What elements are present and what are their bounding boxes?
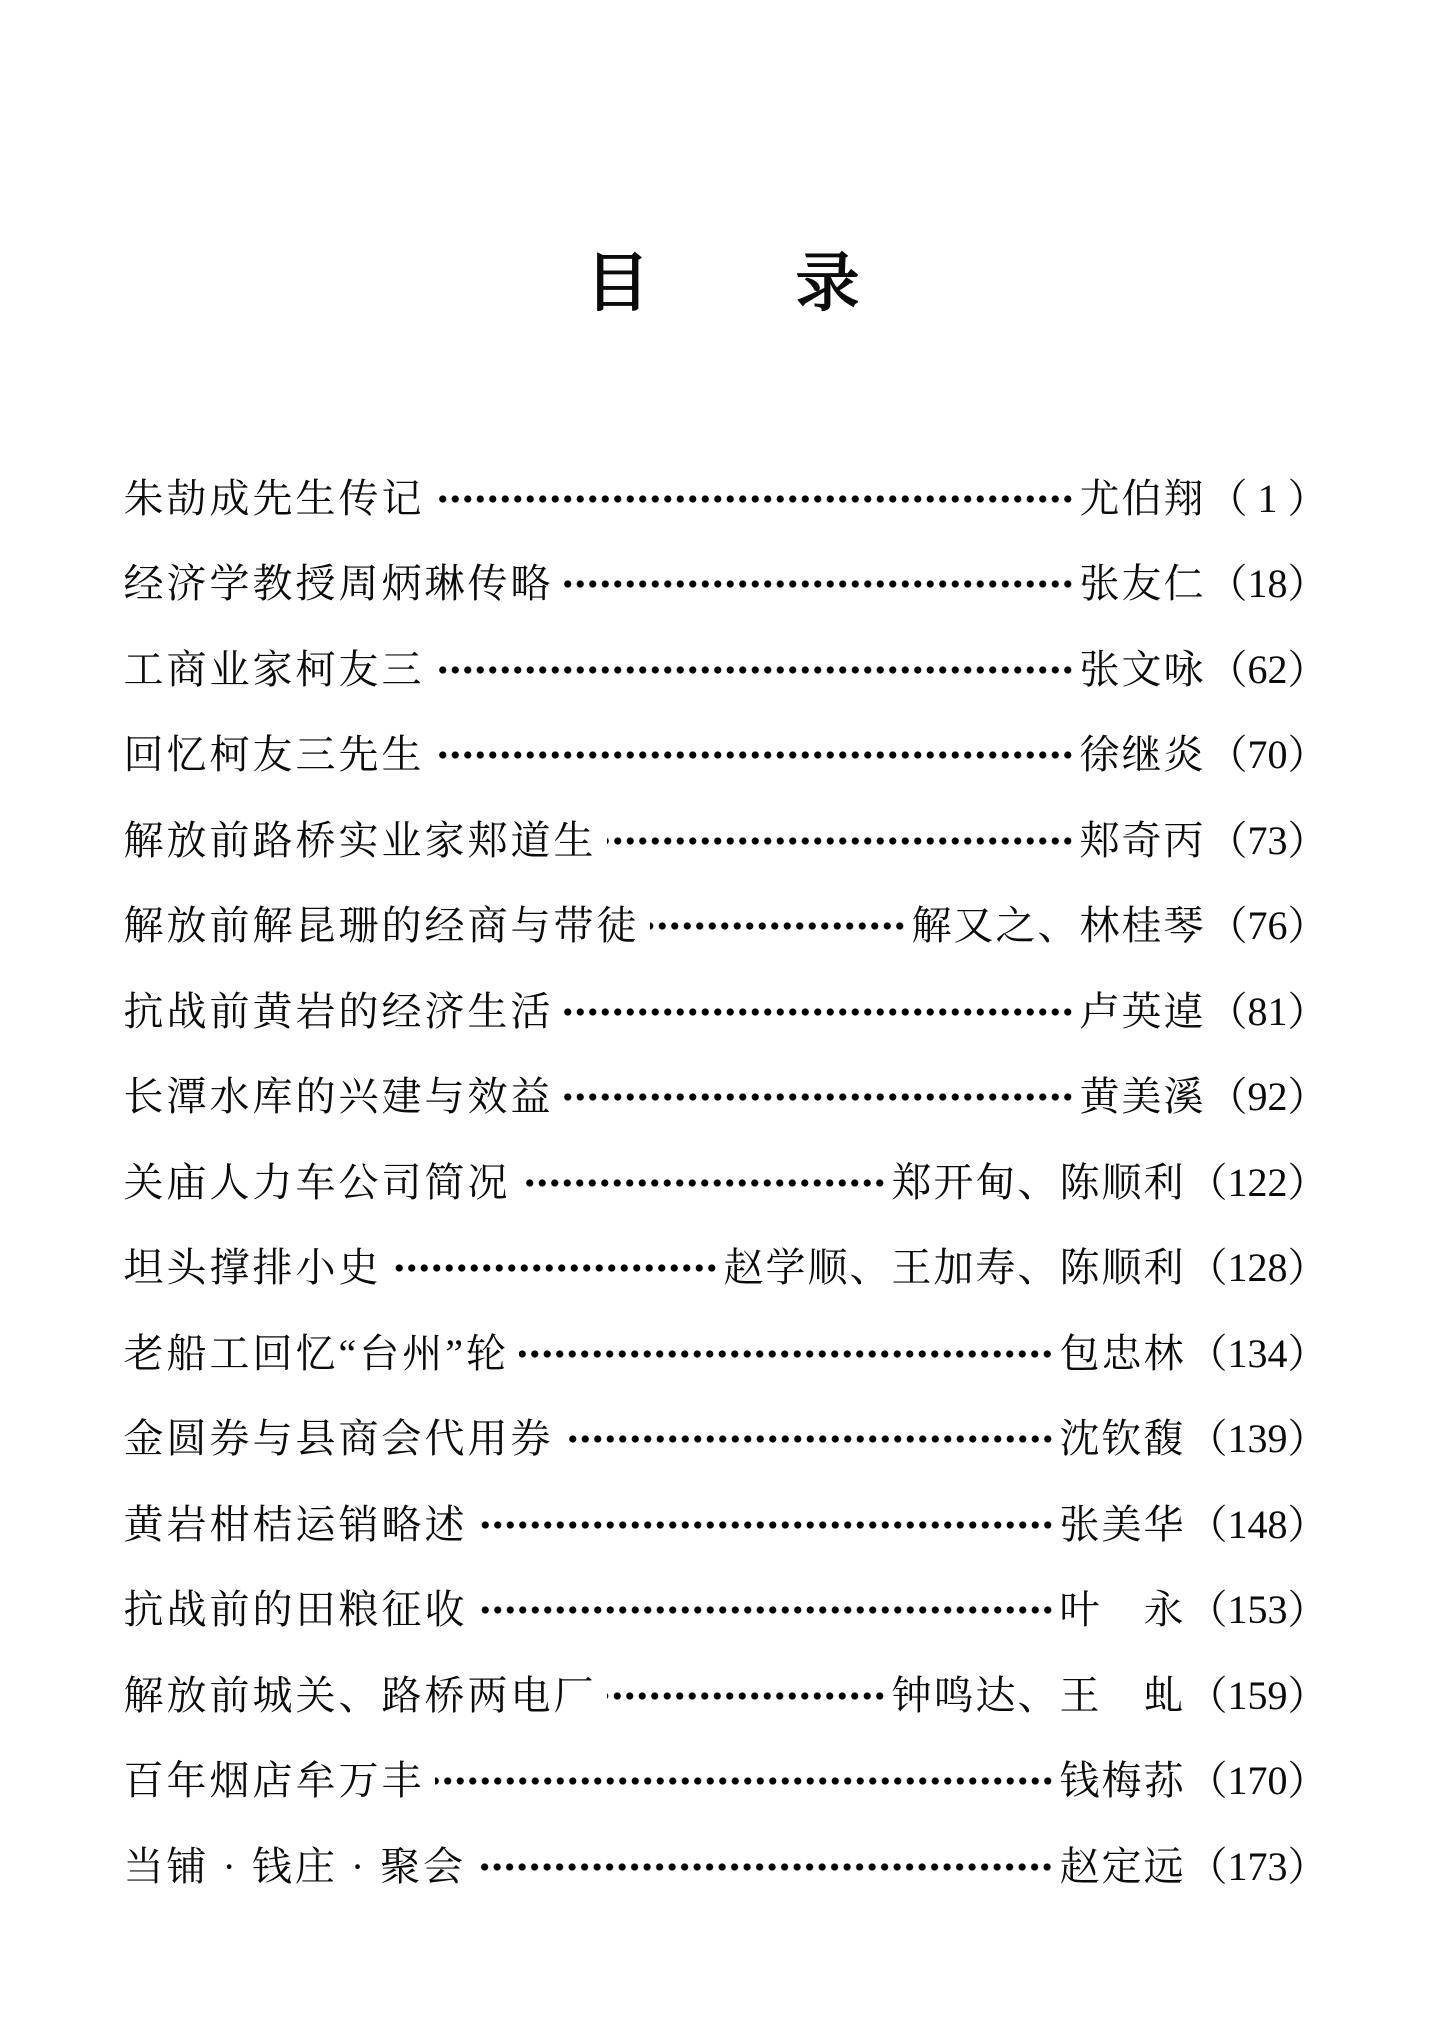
entry-page-number: （62） — [1207, 646, 1328, 692]
dot-leader — [435, 747, 1074, 763]
toc-entry — [124, 1397, 1328, 1483]
toc-entry — [124, 713, 1328, 799]
entry-authors: 徐继炎 — [1079, 732, 1206, 778]
toc-entry — [124, 1568, 1328, 1654]
dot-leader — [435, 491, 1074, 507]
dot-leader — [564, 1004, 1074, 1020]
entry-title: 长潭水库的兴建与效益 — [123, 1074, 554, 1120]
dot-leader — [564, 1089, 1074, 1105]
entry-page-number: （148） — [1187, 1501, 1328, 1547]
entry-title: 经济学教授周炳琳传略 — [123, 561, 554, 607]
entry-page-number: （170） — [1187, 1758, 1328, 1804]
entry-page-number: （139） — [1187, 1416, 1328, 1462]
entry-authors: 张美华 — [1059, 1501, 1186, 1547]
entry-title: 金圆券与县商会代用券 — [123, 1416, 554, 1462]
toc-entry — [124, 884, 1328, 970]
entry-title: 老船工回忆“台州”轮 — [123, 1330, 510, 1376]
entry-page-number: （ 1 ） — [1207, 475, 1328, 521]
entry-title: 解放前解昆珊的经商与带徒 — [123, 903, 640, 949]
dot-leader — [435, 1773, 1054, 1789]
toc-entry — [124, 969, 1328, 1055]
entry-title: 当铺 · 钱庄 · 聚会 — [123, 1843, 467, 1889]
entry-authors: 赵定远 — [1059, 1843, 1186, 1889]
entry-authors: 卢英逴 — [1079, 988, 1206, 1034]
entry-authors: 解又之、林桂琴 — [911, 903, 1206, 949]
entry-authors: 钟鸣达、王 虬 — [891, 1672, 1186, 1718]
entry-page-number: （122） — [1187, 1159, 1328, 1205]
dot-leader — [476, 1859, 1053, 1875]
entry-title: 坦头撑排小史 — [123, 1245, 382, 1291]
toc-entry — [124, 1482, 1328, 1568]
dot-leader — [564, 1431, 1054, 1447]
entry-page-number: （134） — [1187, 1330, 1328, 1376]
entry-authors: 钱梅荪 — [1059, 1758, 1186, 1804]
dot-leader — [564, 576, 1074, 592]
dot-leader — [607, 833, 1074, 849]
toc-entry — [124, 1311, 1328, 1397]
entry-authors: 张友仁 — [1079, 561, 1206, 607]
entry-title: 解放前路桥实业家郏道生 — [123, 817, 597, 863]
dot-leader — [521, 1175, 886, 1191]
entry-title: 百年烟店牟万丰 — [123, 1758, 425, 1804]
entry-authors: 包忠林 — [1059, 1330, 1186, 1376]
entry-page-number: （173） — [1187, 1843, 1328, 1889]
entry-page-number: （73） — [1207, 817, 1328, 863]
entry-authors: 黄美溪 — [1079, 1074, 1206, 1120]
entry-title: 黄岩柑桔运销略述 — [123, 1501, 468, 1547]
toc-entry — [124, 1226, 1328, 1312]
entry-title: 朱劼成先生传记 — [123, 475, 425, 521]
entry-title: 关庙人力车公司简况 — [123, 1159, 511, 1205]
toc-entry — [124, 456, 1328, 542]
entry-page-number: （81） — [1207, 988, 1328, 1034]
toc-list — [124, 456, 1328, 1910]
entry-authors: 叶 永 — [1059, 1587, 1186, 1633]
entry-authors: 郑开甸、陈顺利 — [891, 1159, 1186, 1205]
entry-title: 解放前城关、路桥两电厂 — [123, 1672, 597, 1718]
toc-entry — [124, 1739, 1328, 1825]
entry-title: 工商业家柯友三 — [123, 646, 425, 692]
entry-title: 抗战前的田粮征收 — [123, 1587, 468, 1633]
dot-leader — [650, 918, 906, 934]
dot-leader — [478, 1517, 1054, 1533]
toc-entry — [124, 1653, 1328, 1739]
entry-page-number: （76） — [1207, 903, 1328, 949]
entry-page-number: （18） — [1207, 561, 1328, 607]
entry-title: 回忆柯友三先生 — [123, 732, 425, 778]
entry-page-number: （92） — [1207, 1074, 1328, 1120]
dot-leader — [392, 1260, 718, 1276]
entry-page-number: （128） — [1187, 1245, 1328, 1291]
entry-page-number: （70） — [1207, 732, 1328, 778]
entry-authors: 沈钦馥 — [1059, 1416, 1186, 1462]
entry-authors: 赵学顺、王加寿、陈顺利 — [723, 1245, 1186, 1291]
entry-page-number: （159） — [1187, 1672, 1328, 1718]
toc-entry — [124, 798, 1328, 884]
dot-leader — [519, 1346, 1053, 1362]
toc-entry — [124, 1140, 1328, 1226]
toc-entry — [124, 542, 1328, 628]
toc-entry — [124, 627, 1328, 713]
dot-leader — [478, 1602, 1054, 1618]
dot-leader — [435, 662, 1074, 678]
entry-authors: 郏奇丙 — [1079, 817, 1206, 863]
entry-authors: 尤伯翔 — [1079, 475, 1206, 521]
toc-entry — [124, 1055, 1328, 1141]
toc-entry — [124, 1824, 1328, 1910]
page-title: 目 录 — [585, 248, 866, 319]
dot-leader — [607, 1688, 886, 1704]
entry-page-number: （153） — [1187, 1587, 1328, 1633]
entry-title: 抗战前黄岩的经济生活 — [123, 988, 554, 1034]
entry-authors: 张文咏 — [1079, 646, 1206, 692]
